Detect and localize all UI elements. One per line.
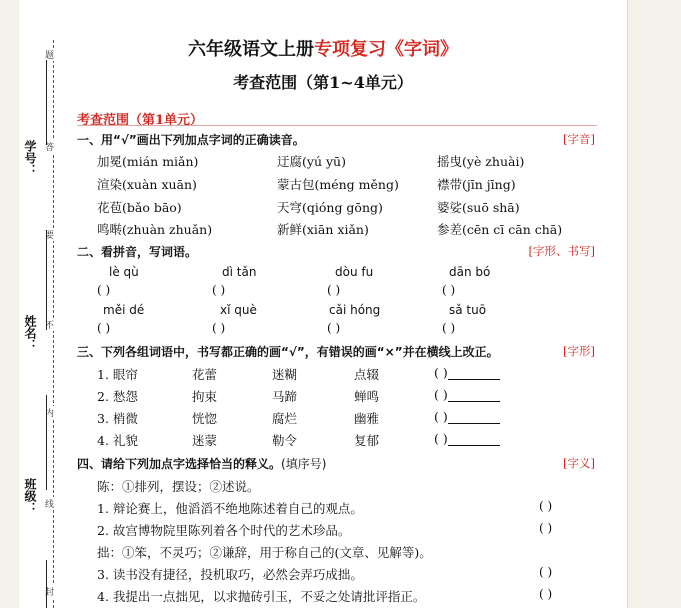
- q4-definition-zhuo: 拙：①笨，不灵巧；②谦辞，用于称自己的(文章、见解等)。: [97, 545, 432, 560]
- q3-answer[interactable]: [434, 431, 500, 446]
- q2-answer-box[interactable]: ( ): [442, 283, 456, 297]
- q3-paren: ( ): [434, 431, 448, 446]
- q3-word: 勒令: [272, 433, 298, 448]
- q3-word: 迷蒙: [192, 433, 218, 448]
- q1-item: 天穹(qióng gōng): [277, 200, 383, 215]
- side-mark-5: 内: [45, 406, 54, 419]
- side-mark-2: 答: [45, 140, 54, 153]
- q2-answer-box[interactable]: ( ): [212, 321, 226, 335]
- q3-word: 复郁: [354, 433, 380, 448]
- q2-answer-box[interactable]: ( ): [327, 321, 341, 335]
- q2-pinyin: xǐ què: [220, 303, 257, 317]
- q4-sentence-1: 1. 辩论赛上，他滔滔不绝地陈述着自己的观点。: [97, 501, 363, 516]
- q2-answer-box[interactable]: ( ): [97, 283, 111, 297]
- q3-title: 三、下列各组词语中，书写都正确的画“√”，有错误的画“×”并在横线上改正。: [77, 345, 499, 359]
- q1-item: 新鲜(xiān xiǎn): [277, 222, 369, 237]
- q3-word: 马蹄: [272, 389, 298, 404]
- q4-answer-box[interactable]: ( ): [539, 565, 553, 579]
- q2-pinyin: dān bó: [449, 265, 491, 279]
- q3-word: 恍惚: [192, 411, 218, 426]
- q1-item: 参差(cēn cī cān chā): [437, 222, 563, 237]
- q3-word: 拘束: [192, 389, 218, 404]
- q4-sentence-4: 4. 我提出一点拙见，以求抛砖引玉，不妥之处请批评指正。: [97, 589, 426, 604]
- q2-answer-box[interactable]: ( ): [97, 321, 111, 335]
- banji-label: 班级：: [23, 478, 37, 514]
- title-black: 六年级语文上册: [188, 39, 314, 60]
- q2-pinyin: dì tǎn: [222, 265, 257, 279]
- q1-item: 婆娑(suō shā): [437, 200, 520, 215]
- xingming-label: 姓名：: [23, 315, 37, 351]
- q3-word: 3. 梢微: [97, 411, 138, 426]
- q1-item: 加冕(mián miǎn): [97, 154, 199, 169]
- worksheet-page: [19, 0, 628, 608]
- q2-answer-box[interactable]: ( ): [212, 283, 226, 297]
- section-underline: [77, 125, 597, 126]
- section-title: 考查范围（第1单元）: [77, 113, 204, 128]
- bottom-line: [46, 560, 47, 608]
- q4-definition-chen: 陈：①排列，摆设；②述说。: [97, 479, 260, 494]
- q3-answer[interactable]: [434, 387, 500, 402]
- q3-answer[interactable]: [434, 409, 500, 424]
- q2-answer-box[interactable]: ( ): [442, 321, 456, 335]
- q4-sentence-2: 2. 故宫博物院里陈列着各个时代的艺术珍品。: [97, 523, 351, 538]
- q4-answer-box[interactable]: ( ): [539, 521, 553, 535]
- q4-title-text: 四、请给下列加点字选择恰当的释义。: [77, 457, 282, 471]
- q1-tag: [字音]: [563, 132, 595, 146]
- q4-answer-box[interactable]: ( ): [539, 499, 553, 513]
- q3-paren: ( ): [434, 387, 448, 402]
- q3-word: 腐烂: [272, 411, 298, 426]
- side-mark-6: 线: [45, 497, 54, 510]
- q2-pinyin: měi dé: [103, 303, 145, 317]
- q3-word: 幽雅: [354, 411, 380, 426]
- side-mark-3: 要: [45, 228, 54, 241]
- q1-title: 一、用“√”画出下列加点字词的正确读音。: [77, 133, 305, 147]
- side-mark-4: 不: [45, 318, 54, 331]
- q2-pinyin: dòu fu: [335, 265, 374, 279]
- page-title: [19, 35, 627, 61]
- q4-title-note: (填序号): [281, 457, 327, 471]
- q3-word: 点辍: [354, 367, 380, 382]
- q3-word: 花蕾: [192, 367, 218, 382]
- page-subtitle: 考查范围（第1~4单元）: [233, 73, 413, 92]
- q2-pinyin: cǎi hóng: [329, 303, 381, 317]
- q4-title: [77, 455, 326, 472]
- q2-pinyin: sǎ tuō: [449, 303, 487, 317]
- q1-item: 摇曳(yè zhuài): [437, 154, 525, 169]
- q3-word: 蝉鸣: [354, 389, 380, 404]
- q3-tag: [字形]: [563, 344, 595, 358]
- q3-word: 迷糊: [272, 367, 298, 382]
- q1-item: 蒙古包(méng měng): [277, 177, 399, 192]
- q3-paren: ( ): [434, 365, 448, 380]
- side-mark-1: 题: [45, 48, 54, 61]
- q1-item: 渲染(xuàn xuān): [97, 177, 197, 192]
- banji-line: [46, 395, 47, 490]
- xingming-line: [46, 230, 47, 330]
- xuehao-label: 学号：: [23, 140, 37, 176]
- q1-item: 迂腐(yú yū): [277, 154, 346, 169]
- q4-tag: [字义]: [563, 456, 595, 470]
- q2-title: 二、看拼音，写词语。: [77, 245, 198, 259]
- q3-word: 2. 愁怨: [97, 389, 138, 404]
- q3-paren: ( ): [434, 409, 448, 424]
- q4-sentence-3: 3. 读书没有捷径，投机取巧，必然会弄巧成拙。: [97, 567, 363, 582]
- q1-item: 花苞(bǎo bāo): [97, 200, 182, 215]
- q3-word: 1. 眼帘: [97, 367, 138, 382]
- q3-answer[interactable]: [434, 365, 500, 380]
- q3-word: 4. 礼貌: [97, 433, 138, 448]
- q1-item: 襟带(jīn jīng): [437, 177, 516, 192]
- title-red: 专项复习《字词》: [314, 39, 458, 60]
- q4-answer-box[interactable]: ( ): [539, 587, 553, 601]
- side-mark-7: 封: [45, 585, 54, 598]
- q2-answer-box[interactable]: ( ): [327, 283, 341, 297]
- q2-tag: [字形、书写]: [528, 244, 595, 258]
- q1-item: 鸣啭(zhuàn zhuǎn): [97, 222, 213, 237]
- q2-pinyin: lè qù: [109, 265, 139, 279]
